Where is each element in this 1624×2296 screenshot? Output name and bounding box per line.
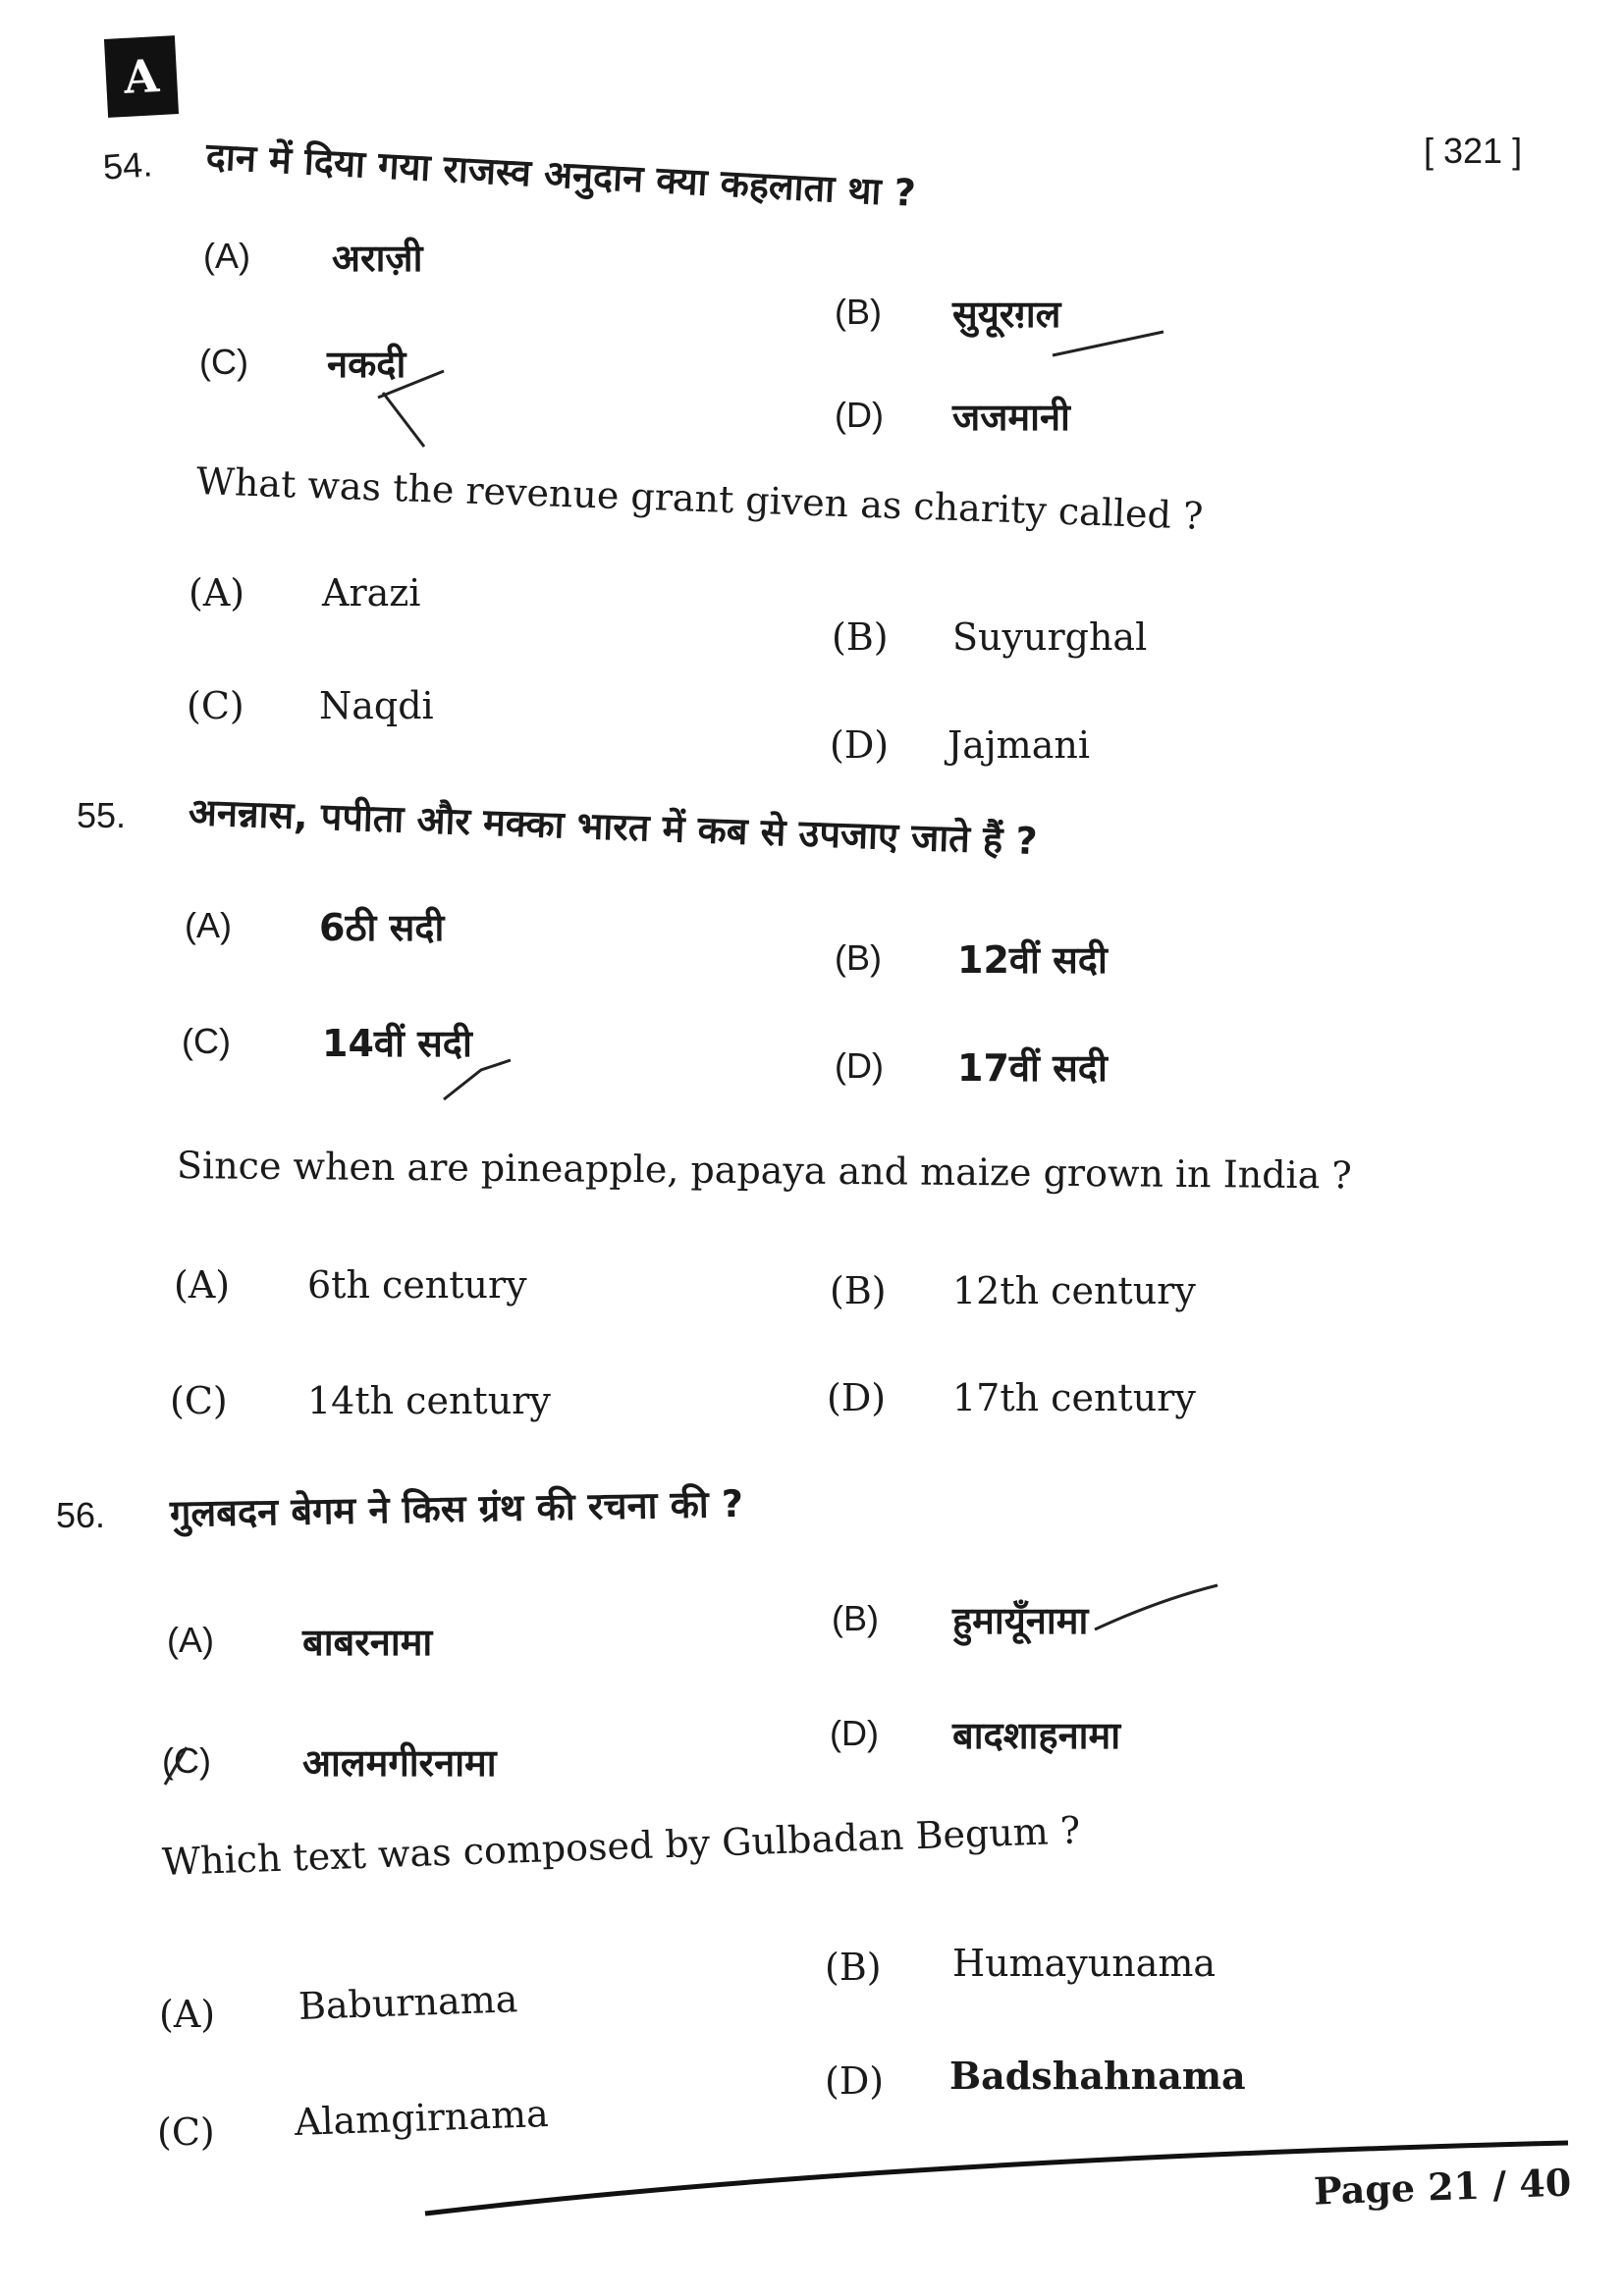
option-text: आलमगीरनामा xyxy=(302,1741,497,1785)
option-text: 12th century xyxy=(952,1269,1196,1312)
answer-tick-mark xyxy=(1053,332,1164,355)
option-text: 17वीं सदी xyxy=(957,1046,1108,1090)
option-text: 14वीं सदी xyxy=(322,1022,472,1065)
option-text: हुमायूँनामा xyxy=(952,1599,1089,1642)
page-code: [ 321 ] xyxy=(1424,131,1523,171)
question-text-english: What was the revenue grant given as charity called ? xyxy=(195,459,1205,538)
option-text: Arazi xyxy=(322,571,421,614)
question-number: 56. xyxy=(56,1495,106,1535)
bottom-rule-line xyxy=(425,2143,1568,2214)
page-number: Page 21 / 40 xyxy=(1313,2160,1572,2214)
option-text: जजमानी xyxy=(952,396,1070,439)
option-label: (C) xyxy=(199,342,248,382)
option-text: सुयूरग़ल xyxy=(952,293,1061,336)
option-text: 14th century xyxy=(307,1379,551,1422)
answer-tick-mark xyxy=(1095,1585,1218,1629)
option-label: (C) xyxy=(162,1740,211,1781)
option-text: 17th century xyxy=(952,1376,1196,1419)
option-label: (B) xyxy=(825,1946,882,1989)
option-label: (B) xyxy=(832,615,889,659)
option-label: (D) xyxy=(827,1376,887,1419)
option-label: (D) xyxy=(825,2059,885,2103)
question-text-hindi: अनन्नास, पपीता और मक्का भारत में कब से उपजाए जाते हैं ? xyxy=(188,790,1039,864)
question-text-hindi: दान में दिया गया राजस्व अनुदान क्या कहलाता था ? xyxy=(204,134,917,215)
booklet-series-badge: A xyxy=(104,35,179,118)
option-label: (B) xyxy=(832,1598,879,1638)
pen-stroke-mark xyxy=(165,1747,187,1785)
option-label: (D) xyxy=(830,1713,879,1753)
option-label: (C) xyxy=(170,1379,228,1422)
option-label: (B) xyxy=(830,1269,887,1312)
option-label: (A) xyxy=(203,236,250,276)
option-label: (D) xyxy=(830,723,890,767)
option-label: (D) xyxy=(835,395,884,435)
option-text: 6ठी सदी xyxy=(319,906,445,949)
option-text: 6th century xyxy=(307,1263,527,1307)
question-number: 55. xyxy=(77,795,127,835)
option-text: अराज़ी xyxy=(332,237,423,280)
option-text: Badshahnama xyxy=(949,2054,1246,2098)
option-text: नकदी xyxy=(327,343,406,386)
option-label: (D) xyxy=(835,1045,884,1086)
option-text: Humayunama xyxy=(952,1942,1217,1985)
option-label: (A) xyxy=(167,1620,214,1660)
pen-tick-mark xyxy=(444,1060,511,1099)
option-text: Naqdi xyxy=(319,684,434,727)
option-text: बादशाहनामा xyxy=(952,1714,1121,1757)
option-label: (A) xyxy=(189,571,245,614)
option-text: Jajmani xyxy=(947,723,1090,767)
option-text: Alamgirnama xyxy=(294,2091,550,2144)
option-text: Suyurghal xyxy=(952,615,1148,659)
question-text-hindi: गुलबदन बेगम ने किस ग्रंथ की रचना की ? xyxy=(169,1481,744,1535)
option-label: (B) xyxy=(835,292,882,332)
option-label: (C) xyxy=(182,1021,231,1061)
option-label: (A) xyxy=(185,905,232,945)
option-label: (C) xyxy=(157,2110,215,2154)
option-label: (A) xyxy=(159,1993,216,2036)
pen-stroke-mark xyxy=(378,371,444,447)
option-label: (C) xyxy=(187,684,244,727)
question-text-english: Which text was composed by Gulbadan Begum ? xyxy=(161,1808,1081,1884)
option-label: (A) xyxy=(174,1263,231,1307)
question-text-english: Since when are pineapple, papaya and maize grown in India ? xyxy=(176,1144,1352,1198)
option-label: (B) xyxy=(835,937,882,978)
option-text: बाबरनामा xyxy=(302,1621,433,1664)
option-text: 12वीं सदी xyxy=(957,938,1108,982)
option-text: Baburnama xyxy=(298,1977,519,2028)
question-number: 54. xyxy=(101,143,154,187)
